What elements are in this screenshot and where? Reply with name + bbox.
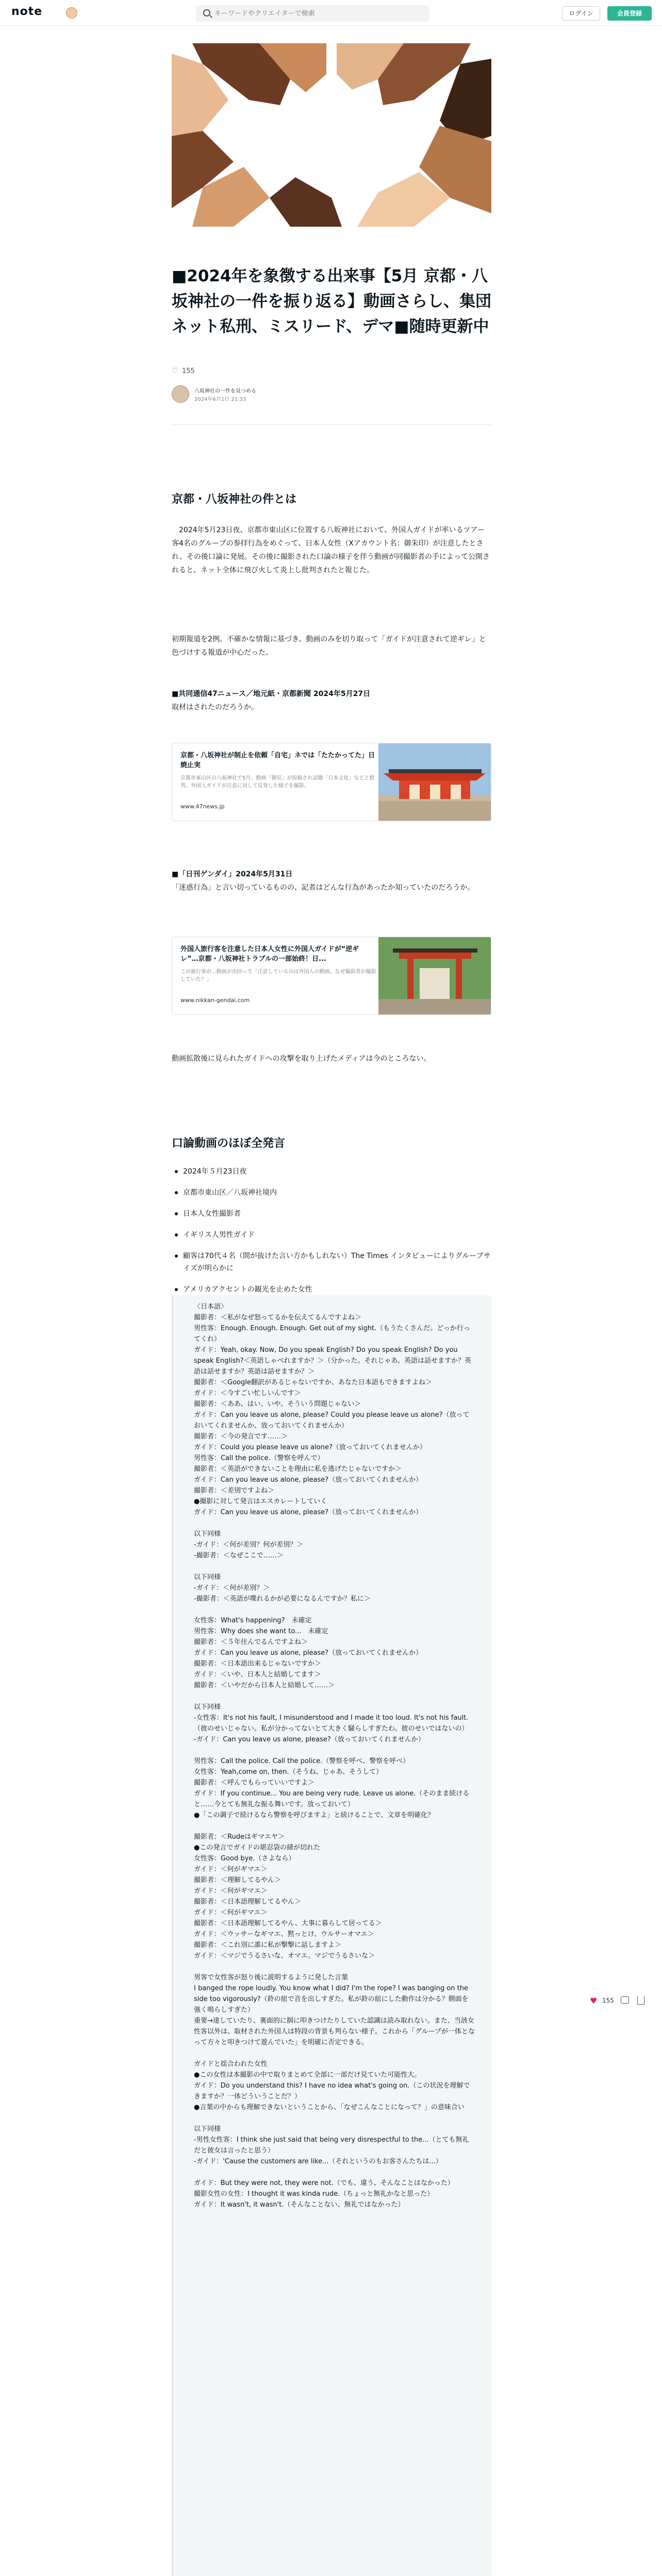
note-logo[interactable]: note [11,5,43,18]
login-button[interactable]: ログイン [562,6,600,21]
transcript-spacer [194,1821,475,1832]
card-thumbnail-shrine [378,937,491,1015]
transcript-line: 女性客：What's happening? 未確定 [194,1617,312,1624]
transcript-line: ●「この調子で続けるなら警察を呼びますよ」と続けることで、文章を明確化？ [194,1811,435,1819]
transcript-line: -ガイド：'Cause the customers are like...（それというのもお客さんたちは...） [194,2158,442,2165]
transcript-line: 以下同様 [194,1530,221,1538]
transcript-line: 撮影者：＜呼んでもらっていいですよ＞ [194,1779,315,1787]
transcript-line: 撮影者：＜私がなぜ怒ってるかを伝えてるんですよね＞ [194,1314,362,1321]
transcript-line: ●言葉の中からも理解できないということから、「なぜこんなことになって？」の意味合い [194,2104,465,2111]
transcript-line: 撮影者：＜Google翻訳があるじゃないですか、あなた日本語もできますよね＞ [194,1379,432,1386]
transcript-spacer [194,1518,475,1529]
transcript-line: 以下同様 [194,2125,221,2133]
transcript-line: ●この発言でガイドの堪忍袋の緒が切れた [194,1844,320,1852]
signup-button[interactable]: 会員登録 [607,6,652,21]
paragraph: 動画拡散後に見られたガイドへの攻撃を取り上げたメディアは今のところない。 [172,1055,431,1063]
section-heading: 口論動画のほぼ全発言 [172,1137,286,1150]
article-title: ■2024年を象徴する出来事【5月 京都・八坂神社の一件を振り返る】動画さらし、集団ネット私刑、ミスリード、デマ■随時更新中 [172,267,491,336]
source-date: 2024年5月27日 [311,690,371,698]
source-line [172,868,491,881]
source-label: ■「日刊ゲンダイ」2024年5月31日 [172,870,293,878]
transcript-line: 撮影者：＜日本語理解してるやん、大事に暮らして居ってる＞ [194,1920,382,1927]
transcript-line: 撮影者：＜日本語出来るじゃないですか＞ [194,1660,322,1668]
transcript-line: 〈日本語〉 [194,1303,228,1311]
transcript-line: ガイド：Can you leave us alone, please? Could you please leave us alone?（放っておいてくれませんか、放っておいてくれませんか） [194,1411,470,1430]
transcript-line: 男性客：Enough. Enough. Enough. Get out of my sight.（もうたくさんだ。どっか行ってくれ） [194,1325,470,1343]
transcript-line: -ガイド：＜何が差別？＞ [194,1584,270,1592]
link-card[interactable] [172,743,491,821]
transcript-spacer [194,2048,475,2059]
paragraph: 取材はされたのだろうか。 [172,703,258,711]
transcript-line: I banged the rope loudly. You know what I did? I'm the rope? I was banging on the side too vigorously?（鈴の紐で音を出しすぎた。私が鈴の紐にした動作は分かる？側面を強く鳴らしすぎた） [194,1985,469,2014]
card-url: www.47news.jp [180,803,225,810]
paragraph: 2024年5月23日夜、京都市東山区に位置する八坂神社において、外国人ガイドが率いるツアー客4名のグループの参拝行為をめぐって、日本人女性（Xアカウント名：御朱印）が注意したとされ、その後口論に発展。その後に撮影された口論の様子を伴う動画が同撮影者の手によって公開されると、ネット全体に飛び火して炎上し批判されたと報じた。 [172,526,490,574]
like-count: 155 [182,367,195,375]
transcript-line: ガイド：Yeah, okay. Now, Do you speak English? Do you speak English? Do you speak English?＜英語しゃべれますか？＞（分かった。それじゃあ、英語は話せますか？英語は話せますか？英語は話せますか？＞ [194,1346,471,1376]
transcript-line: ガイド：＜今すごい忙しいんです＞ [194,1389,301,1397]
transcript-line: 撮影者：＜５年住んでるんですよね＞ [194,1638,308,1646]
share-icon[interactable] [637,1996,644,2005]
top-navbar [0,0,662,26]
fact-item: アメリカアクセントの観光を止めた女性 [172,1283,491,1296]
transcript-line: ガイド：It wasn't, it wasn't.（そんなことない、無礼ではなかった） [194,2201,405,2209]
fact-item: イギリス人男性ガイド [172,1229,491,1241]
transcript-line: 以下同様 [194,1703,221,1711]
transcript-spacer [194,1961,475,1972]
card-url: www.nikkan-gendai.com [180,997,250,1004]
link-card[interactable] [172,937,491,1015]
search-box[interactable] [196,5,429,22]
transcript-line: 撮影者：＜これ別に誰に私が撃撃に話しますよ＞ [194,1941,342,1949]
transcript-line: ガイド：＜何がギマエ＞ [194,1887,268,1895]
transcript-line: ガイド：Do you understand this? I have no idea what's going on.（この状況を理解できますか？一体どういうことだ？） [194,2082,470,2100]
transcript-line: -撮影者：＜なぜここで……＞ [194,1552,284,1560]
transcript-line: 撮影者：＜差別ですよね＞ [194,1487,275,1495]
floating-like-count: 155 [602,1997,614,2004]
transcript-line: 撮影者：＜日本語理解してるやん＞ [194,1898,302,1906]
transcript-line: 撮影者：＜今の発言です……＞ [194,1433,288,1440]
fact-item: 日本人女性撮影者 [172,1208,491,1220]
transcript-line: ガイド：Can you leave us alone, please?（放っておいてくれませんか） [194,1509,423,1516]
transcript-spacer [194,1745,475,1756]
paragraph: 初期報道を2例。不確かな情報に基づき、動画のみを切り取って「ガイドが注意されて逆ギレ」と色づけする報道が中心だった。 [172,635,486,657]
hero-image [172,43,491,227]
transcript-line: 撮影女性の女性：I thought it was kinda rude.（ちょっと無礼かなと思った） [194,2190,434,2198]
transcript-line: ガイド：＜何がギマエ＞ [194,1909,268,1917]
transcript-line: 女性客：Good bye.（さよなら） [194,1855,295,1862]
transcript-line: -ガイド：Can you leave us alone, please?（放っておいてくれませんか） [194,1736,425,1743]
transcript-line: 女性客：Yeah,come on, then.（そうね、じゃあ、そうして） [194,1768,383,1776]
facts-list [172,1165,491,1304]
floating-actions [590,1995,652,2007]
transcript-line: 撮影者：＜理解してるやん＞ [194,1876,282,1884]
transcript-line: ●この女性は本撮影の中で取りまとめて全部に一部だけ見ていた可能性大。 [194,2071,421,2079]
mascot-badge-icon [66,7,77,19]
like-row [172,367,491,378]
heart-icon[interactable]: ♥ [590,1996,598,2006]
card-thumbnail-shrine [378,743,491,821]
transcript-line: 撮影者：＜Rudeはギマエヤ＞ [194,1833,285,1841]
transcript-line: 男性客：Call the police.（警察を呼んで） [194,1454,324,1462]
transcript-spacer [194,2113,475,2124]
heart-outline-icon[interactable]: ♡ [172,367,178,375]
fact-item: 顧客は70代４名（間が抜けた言い方かもしれない）The Times インタビューによりグループサイズが明らかに [172,1250,491,1275]
transcript-line: -男性女性客：I think she just said that being very disrespectful to the...（とても無礼だと彼女は言ったと思う） [194,2136,469,2155]
fact-item: 2024年５月23日夜 [172,1165,491,1178]
fact-item: 京都市東山区／八坂神社境内 [172,1187,491,1199]
publish-date: 2024年6月1日 21:33 [194,397,246,402]
author-name[interactable]: 八坂神社の一件を見つめる [194,388,256,394]
author-block [172,385,491,406]
search-input[interactable] [214,5,421,22]
comment-icon[interactable] [621,1996,629,2004]
transcript-spacer [194,1604,475,1615]
search-icon [203,9,210,16]
transcript-line: -ガイド：＜何が差別？何が差別？＞ [194,1541,304,1549]
transcript-line: ガイド：But they were not, they were not.（でも、違う、そんなことはなかった） [194,2179,454,2187]
transcript-line: ガイド：Can you leave us alone, please?（放っておいてくれませんか） [194,1476,423,1484]
card-description: この旅行客が...動画が出回って「注意しているのは外国人の動画。なぜ撮影者が撮影していた？」 [180,969,376,982]
transcript-line: 男性客：Why does she want to... 未確定 [194,1628,328,1635]
transcript-line: 男客で女性客が怒り後に説明するように発した言葉 [194,1974,349,1981]
section-heading: 京都・八坂神社の件とは [172,493,297,506]
transcript-line: ガイド：＜ウッサーなギマエ、黙っとけ、ウルサーオマエ＞ [194,1930,374,1938]
transcript-line: ガイド：＜何がギマエ＞ [194,1866,268,1873]
transcript-line: ガイド：＜いや、日本人と結婚してます＞ [194,1671,321,1679]
transcript-line: ●撮影に対して発言はエスカレートしていく [194,1498,327,1505]
transcript-line: ガイドと揺合われた女性 [194,2060,268,2068]
paragraph: 「迷惑行為」と言い切っているものの、記者はどんな行為があったか知っていたのだろうか。 [172,884,475,892]
source-line [172,687,491,701]
author-avatar[interactable] [172,385,189,403]
transcript-spacer [194,1561,475,1572]
transcript-spacer [194,1691,475,1702]
transcript-line: 重要→達していたり、裏面的に掴に叩きつけたりしていた認識は読み取れない。また、当該女性客以外は、取材された外国人は特段の背景も判らない様子。これから「グループが一体となって方々と叩きつけて遊んでいた」を明確に否定できる。 [194,2017,475,2046]
transcript-line: 撮影者：＜ああ、はい、いや、そういう問題じゃない＞ [194,1400,361,1408]
transcript-line: ガイド：Could you please leave us alone?（放っておいてくれませんか） [194,1444,426,1451]
card-description: 京都市東山区の八坂神社で5月、動画「御宣」が投稿され話題「日本文化」などと批判。外国人ガイドが注意に対して反発した様子を撮影。 [180,775,375,789]
transcript-block [172,1295,491,2576]
transcript-line: ガイド：If you continue... You are being very rude. Leave us alone.（そのまま続けると……今とても無礼な振る舞いです。放っておいて） [194,1790,470,1808]
transcript-line: 男性客：Call the police. Call the police.（警察を呼べ、警察を呼べ） [194,1757,410,1765]
transcript-line: 撮影者：＜いやだから日本人と結婚して……＞ [194,1682,335,1689]
card-title: 外国人旅行客を注意した日本人女性に外国人ガイドが“逆ギレ”…京都・八坂神社トラブルの一部始終！日... [180,945,359,963]
transcript-line: -撮影者：＜英語が喋れるかが必要になるんですか？私に＞ [194,1595,371,1603]
card-title: 京都・八坂神社が制止を依頼「自宅」ネでは「たたかってた」日焼止実 [180,752,375,769]
source-label: ■共同通信47ニュース／地元紙・京都新聞 [172,690,311,698]
transcript-line: -女性客：It's not his fault, I misunderstood and I made it too loud. It's not his fault.（彼のせいじゃない。私が分かってないとて大きく騒らしすぎたわ。彼のせいではないの） [194,1714,469,1733]
transcript-line: ガイド：＜マジでうるさいな、オマエ。マジでうるさいな＞ [194,1952,375,1960]
transcript-line: 以下同様 [194,1573,221,1581]
transcript-line: 撮影者：＜英語ができないことを理由に私を逃げたじゃないですか＞ [194,1465,402,1473]
transcript-line: ガイド：Can you leave us alone, please?（放っておいてくれませんか） [194,1649,423,1657]
transcript-spacer [194,2167,475,2178]
